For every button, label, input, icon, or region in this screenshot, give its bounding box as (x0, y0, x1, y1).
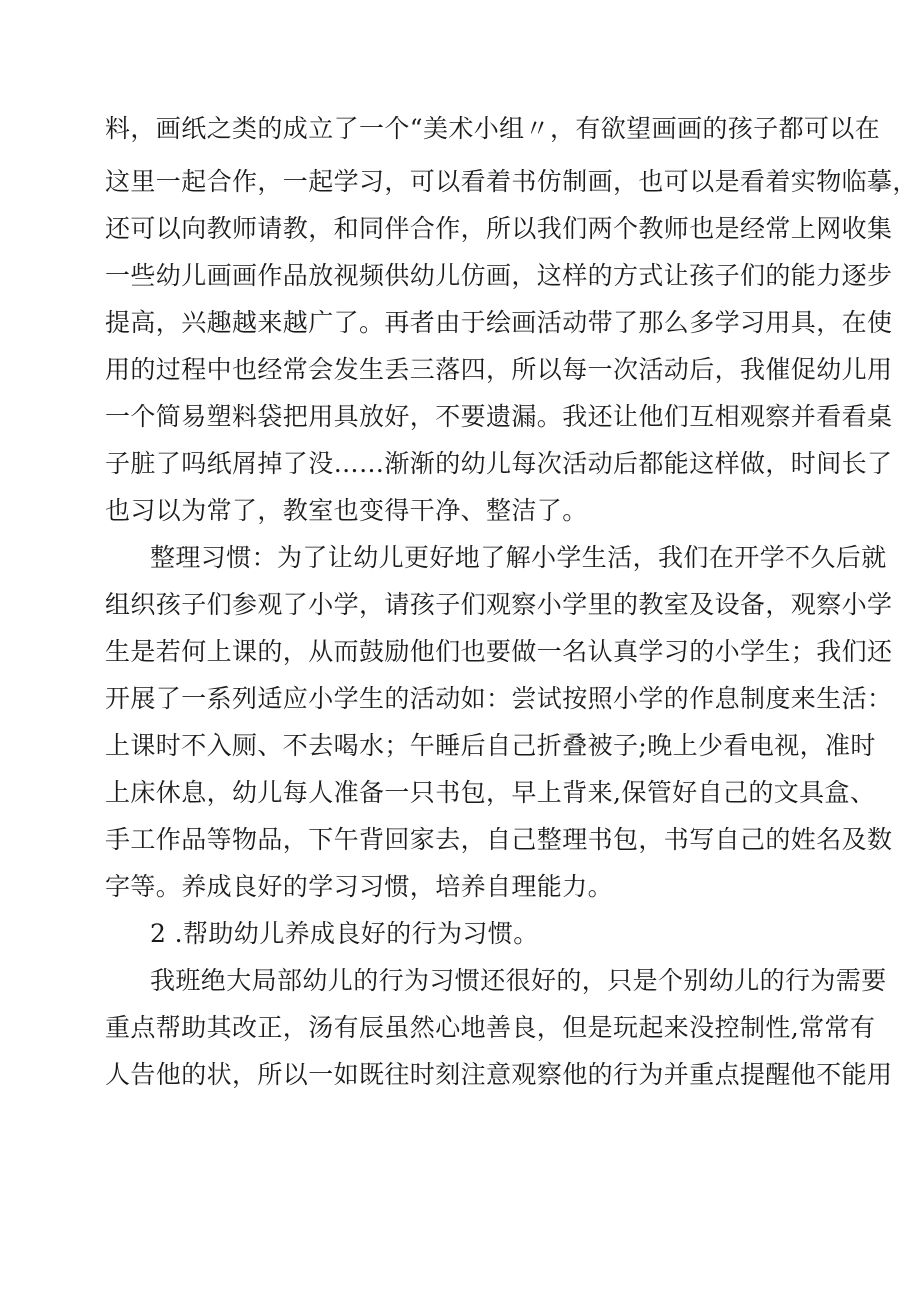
text-line: 上床休息，幼儿每人准备一只书包，早上背来,保管好自己的文具盒、 (105, 778, 876, 807)
paragraph-first-line: 我班绝大局部幼儿的行为习惯还很好的，只是个别幼儿的行为需要 (150, 966, 887, 995)
text-line: 一个简易塑料袋把用具放好，不要遗漏。我还让他们互相观察并看看桌 (105, 402, 893, 431)
paragraph-first-line: 整理习惯：为了让幼儿更好地了解小学生活，我们在开学不久后就 (150, 543, 887, 572)
text-line: 还可以向教师请教，和同伴合作，所以我们两个教师也是经常上网收集 (105, 214, 893, 243)
text-line: 手工作品等物品，下午背回家去，自己整理书包，书写自己的姓名及数 (105, 825, 893, 854)
text-line: 字等。养成良好的学习习惯，培养自理能力。 (105, 872, 614, 901)
text-line: 这里一起合作，一起学习，可以看着书仿制画，也可以是看着实物临摹， (105, 167, 918, 196)
text-line: 生是若何上课的，从而鼓励他们也要做一名认真学习的小学生；我们还 (105, 637, 893, 666)
text-line: 一些幼儿画画作品放视频供幼儿仿画，这样的方式让孩子们的能力逐步 (105, 261, 893, 290)
text-line: 重点帮助其改正，汤有辰虽然心地善良，但是玩起来没控制性,常常有 (105, 1013, 876, 1042)
text-line: 子脏了吗纸屑掉了没……渐渐的幼儿每次活动后都能这样做，时间长了 (105, 449, 893, 478)
text-line: 上课时不入厕、不去喝水；午睡后自己折叠被子;晚上少看电视，准时 (105, 731, 876, 760)
text-line: 用的过程中也经常会发生丢三落四，所以每一次活动后，我催促幼儿用 (105, 355, 893, 384)
text-line: 开展了一系列适应小学生的活动如：尝试按照小学的作息制度来生活： (105, 684, 893, 713)
text-line: 料，画纸之类的成立了一个“美术小组〃，有欲望画画的孩子都可以在 (105, 114, 881, 143)
text-line: 提高，兴趣越来越广了。再者由于绘画活动带了那么多学习用具，在使 (105, 308, 893, 337)
section-heading: 2 .帮助幼儿养成良好的行为习惯。 (150, 919, 539, 948)
text-line: 也习以为常了，教室也变得干净、整洁了。 (105, 496, 588, 525)
text-line: 组织孩子们参观了小学，请孩子们观察小学里的教室及设备，观察小学 (105, 590, 893, 619)
text-line: 人告他的状，所以一如既往时刻注意观察他的行为并重点提醒他不能用 (105, 1060, 893, 1089)
